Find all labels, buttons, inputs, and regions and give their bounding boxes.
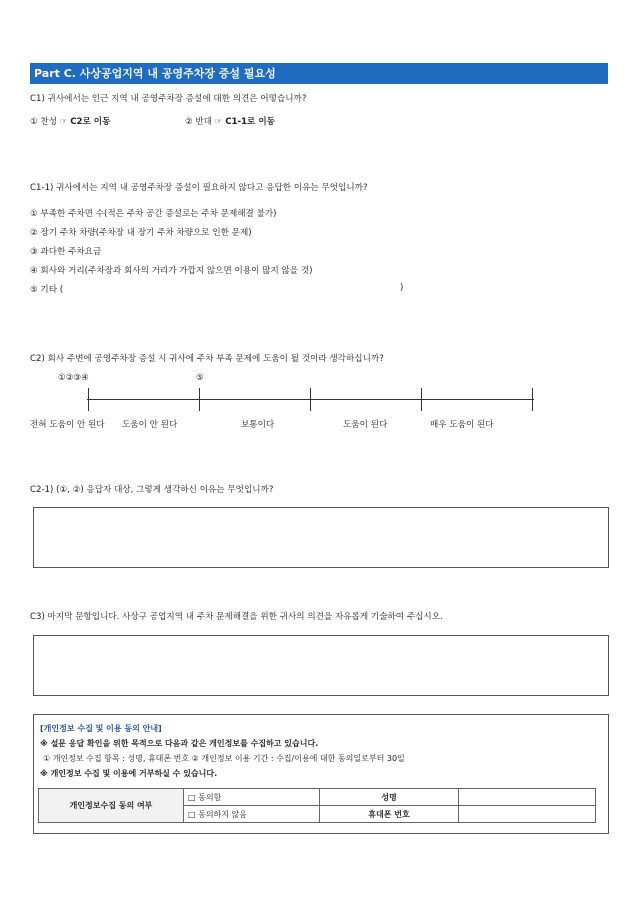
scale-label-5[interactable]: 매우 도움이 된다 [430,420,494,430]
c1-option-agree-label: ① 찬성 ☞ [30,117,71,127]
c1-option-disagree[interactable] [185,115,275,127]
c3-answer-box[interactable] [33,635,609,696]
question-c1-1: C1-1) 귀사에서는 지역 내 공영주차장 증설이 필요하지 않다고 응답한 이유는 무엇입니까? [30,183,368,193]
c1-1-option-5[interactable]: ⑤ 기타 ( [30,285,64,295]
c1-option-agree-goto: C2로 이동 [70,117,111,127]
phone-field[interactable] [459,806,596,823]
scale-label-2[interactable]: 도움이 안 된다 [122,420,178,430]
scale-label-4[interactable]: 도움이 된다 [343,420,388,430]
c1-1-option-3[interactable]: ③ 과다한 주차요금 [30,247,102,257]
question-c2: C2) 회사 주변에 공영주차장 증설 시 귀사에 주차 부족 문제에 도움이 될 것이라 생각하십니까? [30,354,384,364]
c1-1-option-4[interactable]: ④ 회사와 거리(주차장과 회사의 거리가 가깝지 않으면 이용이 많지 않을 것) [30,266,313,276]
scale-tick [421,388,422,411]
c2-1-answer-box[interactable] [33,507,609,568]
c1-option-disagree-goto: C1-1로 이동 [225,117,275,127]
privacy-refusal: ※ 개인정보 수집 및 이용에 거부하실 수 있습니다. [40,769,218,778]
c1-1-option-2[interactable]: ② 장기 주차 차량(주차장 내 장기 주차 차량으로 인한 문제) [30,228,252,238]
question-c2-1: C2-1) (①, ②) 응답자 대상, 그렇게 생각하신 이유는 무엇입니까? [30,485,274,495]
c1-1-option-1[interactable]: ① 부족한 주차면 수(적은 주차 공간 증설로는 주차 문제해결 불가) [30,209,277,219]
consent-disagree-option[interactable]: □ 동의하지 않음 [184,806,320,823]
privacy-purpose: ※ 설문 응답 확인을 위한 목적으로 다음과 같은 개인정보를 수집하고 있습니다. [40,739,319,748]
consent-label: 개인정보수집 동의 여부 [39,789,184,823]
question-c1: C1) 귀사에서는 인근 지역 내 공영주차장 증설에 대한 의견은 어떻습니까? [30,94,307,104]
scale-tick [310,388,311,411]
phone-label: 휴대폰 번호 [320,806,459,823]
c1-1-option-5-close: ) [400,283,404,293]
c1-option-disagree-label: ② 반대 ☞ [185,117,226,127]
scale-marker-left: ①②③④ [58,373,89,383]
scale-tick [199,388,200,411]
scale-marker-mid: ⑤ [196,373,204,383]
scale-tick [88,388,89,411]
c1-option-agree[interactable] [30,115,110,127]
question-c3: C3) 마지막 문항입니다. 사상구 공업지역 내 주차 문제해결을 위한 귀사의 의견을 자유롭게 기술하여 주십시오. [30,612,443,622]
scale-label-1[interactable]: 전혀 도움이 안 된다 [30,420,105,430]
scale-label-3[interactable]: 보통이다 [241,420,275,430]
name-field[interactable] [459,789,596,806]
name-label: 성명 [320,789,459,806]
consent-table [38,788,596,823]
scale-tick [532,388,533,411]
part-header: Part C. 사상공업지역 내 공영주차장 증설 필요성 [30,63,608,84]
privacy-items: ① 개인정보 수집 항목 : 성명, 휴대폰 번호 ② 개인정보 이용 기간 : 수집/이용에 대한 동의일로부터 30일 [43,754,405,763]
consent-agree-option[interactable]: □ 동의함 [184,789,320,806]
privacy-title: [개인정보 수집 및 이용 동의 안내] [40,724,162,733]
